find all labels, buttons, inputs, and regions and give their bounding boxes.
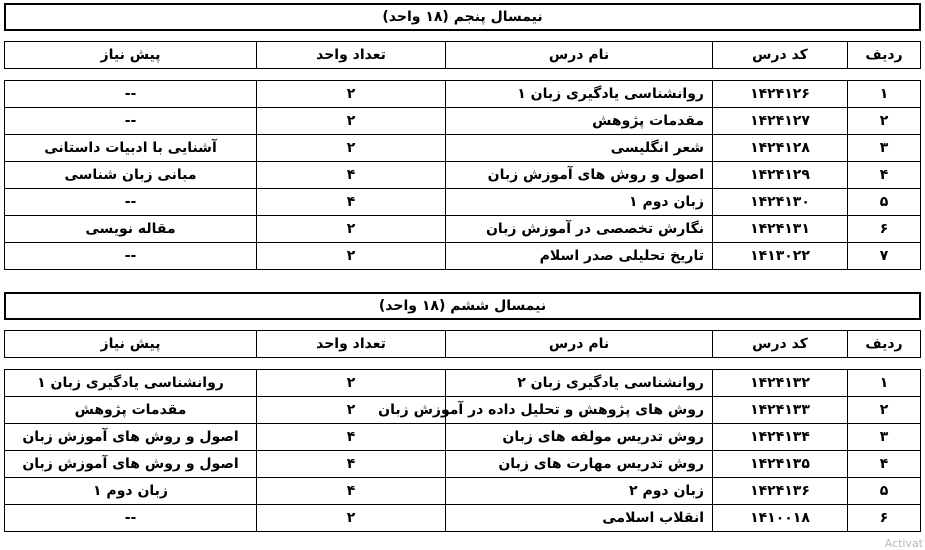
prerequisite-cell: زبان دوم ۱ <box>5 478 257 505</box>
table-row <box>5 135 921 162</box>
semester6-course-table <box>4 369 921 532</box>
units-cell: ۲ <box>257 397 446 424</box>
row-number-cell: ۲ <box>848 108 921 135</box>
course-code-cell: ۱۴۲۴۱۳۰ <box>713 189 848 216</box>
course-code-cell: ۱۴۲۴۱۳۶ <box>713 478 848 505</box>
header-course-name: نام درس <box>446 331 713 358</box>
row-number-cell: ۳ <box>848 424 921 451</box>
course-name-cell: اصول و روش های آموزش زبان <box>446 162 713 189</box>
course-name-cell: روش تدریس مولفه های زبان <box>446 424 713 451</box>
course-code-cell: ۱۴۲۴۱۲۷ <box>713 108 848 135</box>
course-code-cell: ۱۴۲۴۱۲۶ <box>713 81 848 108</box>
units-cell: ۲ <box>257 216 446 243</box>
row-number-cell: ۷ <box>848 243 921 270</box>
course-code-cell: ۱۴۲۴۱۳۵ <box>713 451 848 478</box>
semester6-header-table <box>4 330 921 358</box>
row-number-cell: ۵ <box>848 478 921 505</box>
prerequisite-cell: روانشناسی یادگیری زبان ۱ <box>5 370 257 397</box>
table-row <box>5 216 921 243</box>
header-course-code: کد درس <box>713 42 848 69</box>
units-cell: ۴ <box>257 478 446 505</box>
prerequisite-cell: مبانی زبان شناسی <box>5 162 257 189</box>
header-course-name: نام درس <box>446 42 713 69</box>
course-name-cell: روانشناسی یادگیری زبان ۱ <box>446 81 713 108</box>
units-cell: ۲ <box>257 243 446 270</box>
course-code-cell: ۱۴۱۳۰۲۲ <box>713 243 848 270</box>
row-number-cell: ۴ <box>848 162 921 189</box>
prerequisite-cell: اصول و روش های آموزش زبان <box>5 451 257 478</box>
units-cell: ۲ <box>257 108 446 135</box>
course-code-cell: ۱۴۲۴۱۲۸ <box>713 135 848 162</box>
semester5-header-table <box>4 41 921 69</box>
header-row-number: ردیف <box>848 331 921 358</box>
course-name-cell: زبان دوم ۱ <box>446 189 713 216</box>
prerequisite-cell: مقدمات پژوهش <box>5 397 257 424</box>
table-row <box>5 162 921 189</box>
row-number-cell: ۶ <box>848 216 921 243</box>
activation-watermark: Activat <box>884 537 923 550</box>
course-code-cell: ۱۴۲۴۱۳۳ <box>713 397 848 424</box>
table-row <box>5 108 921 135</box>
row-number-cell: ۵ <box>848 189 921 216</box>
semester5-course-table <box>4 80 921 270</box>
units-cell: ۴ <box>257 424 446 451</box>
row-number-cell: ۱ <box>848 81 921 108</box>
table-row <box>5 451 921 478</box>
course-name-cell: روش های پژوهش و تحلیل داده در آموزش زبان <box>446 397 713 424</box>
row-number-cell: ۱ <box>848 370 921 397</box>
units-cell: ۲ <box>257 370 446 397</box>
semester5-title: نیمسال پنجم (۱۸ واحد) <box>4 3 921 31</box>
prerequisite-cell: آشنایی با ادبیات داستانی <box>5 135 257 162</box>
table-row <box>5 424 921 451</box>
semester6-title: نیمسال ششم (۱۸ واحد) <box>4 292 921 320</box>
prerequisite-cell: -- <box>5 108 257 135</box>
units-cell: ۲ <box>257 505 446 532</box>
table-row <box>5 370 921 397</box>
course-name-cell: نگارش تخصصی در آموزش زبان <box>446 216 713 243</box>
course-code-cell: ۱۴۲۴۱۳۱ <box>713 216 848 243</box>
row-number-cell: ۴ <box>848 451 921 478</box>
course-code-cell: ۱۴۲۴۱۳۴ <box>713 424 848 451</box>
table-row <box>5 189 921 216</box>
units-cell: ۲ <box>257 135 446 162</box>
table-row <box>5 243 921 270</box>
prerequisite-cell: -- <box>5 505 257 532</box>
course-name-cell: شعر انگلیسی <box>446 135 713 162</box>
table-row <box>5 478 921 505</box>
course-name-cell: انقلاب اسلامی <box>446 505 713 532</box>
semester5-header-row <box>5 42 921 69</box>
row-number-cell: ۶ <box>848 505 921 532</box>
units-cell: ۴ <box>257 162 446 189</box>
semester6-header-row <box>5 331 921 358</box>
course-name-cell: روش تدریس مهارت های زبان <box>446 451 713 478</box>
course-name-cell: مقدمات پژوهش <box>446 108 713 135</box>
header-row-number: ردیف <box>848 42 921 69</box>
prerequisite-cell: -- <box>5 189 257 216</box>
prerequisite-cell: مقاله نویسی <box>5 216 257 243</box>
course-code-cell: ۱۴۱۰۰۱۸ <box>713 505 848 532</box>
course-code-cell: ۱۴۲۴۱۲۹ <box>713 162 848 189</box>
table-row <box>5 81 921 108</box>
header-prerequisite: پیش نیاز <box>5 42 257 69</box>
header-prerequisite: پیش نیاز <box>5 331 257 358</box>
row-number-cell: ۲ <box>848 397 921 424</box>
units-cell: ۴ <box>257 189 446 216</box>
prerequisite-cell: اصول و روش های آموزش زبان <box>5 424 257 451</box>
table-row <box>5 505 921 532</box>
course-code-cell: ۱۴۲۴۱۳۲ <box>713 370 848 397</box>
header-units: تعداد واحد <box>257 42 446 69</box>
header-units: تعداد واحد <box>257 331 446 358</box>
row-number-cell: ۳ <box>848 135 921 162</box>
course-name-cell: زبان دوم ۲ <box>446 478 713 505</box>
table-row <box>5 397 921 424</box>
prerequisite-cell: -- <box>5 81 257 108</box>
course-name-cell: روانشناسی یادگیری زبان ۲ <box>446 370 713 397</box>
units-cell: ۲ <box>257 81 446 108</box>
course-name-cell: تاریخ تحلیلی صدر اسلام <box>446 243 713 270</box>
header-course-code: کد درس <box>713 331 848 358</box>
prerequisite-cell: -- <box>5 243 257 270</box>
units-cell: ۴ <box>257 451 446 478</box>
